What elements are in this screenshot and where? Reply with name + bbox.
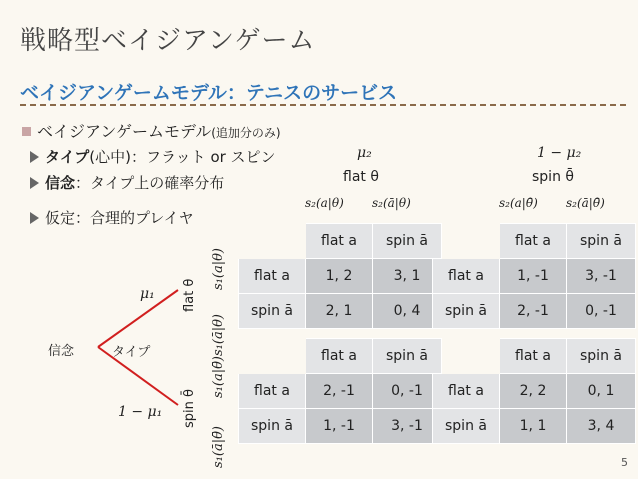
sub-item-text: 仮定：合理的プレイヤ (45, 209, 194, 227)
sub-item-term: 信念 (45, 174, 76, 192)
row-header: flat a (433, 259, 500, 294)
payoff-cell: 2, 1 (306, 294, 373, 329)
s2-a-theta-label: s₂(a|θ) (305, 196, 344, 210)
payoff-cell: 3, -1 (373, 409, 442, 444)
flat-theta-label: flat θ (343, 169, 379, 185)
payoff-cell: 3, 1 (373, 259, 442, 294)
payoff-cell: 0, -1 (373, 374, 442, 409)
payoff-cell: 1, -1 (306, 409, 373, 444)
row-header: spin ā (239, 409, 306, 444)
col-header: spin ā (567, 224, 636, 259)
row-header: flat a (433, 374, 500, 409)
row-header: flat a (239, 374, 306, 409)
type-label: タイプ (112, 345, 151, 360)
row-header: spin ā (433, 294, 500, 329)
sub-item-text: (心中)：フラット or スピン (89, 148, 276, 166)
col-header: flat a (500, 339, 567, 374)
sub-item-term: タイプ (45, 148, 90, 166)
slide-subtitle: ベイジアンゲームモデル：テニスのサービス (20, 82, 398, 104)
s1-a-theta-label: s₁(a|θ) (211, 248, 226, 290)
s1-a-thetabar-label: s₁(a|θ̄) (211, 356, 226, 398)
slide-title: 戦略型ベイジアンゲーム (20, 26, 316, 56)
table-corner (239, 339, 306, 374)
s2-a-thetabar-label: s₂(a|θ̄) (499, 196, 538, 210)
payoff-cell: 2, 2 (500, 374, 567, 409)
sub-item-text: ：タイプ上の確率分布 (75, 174, 225, 192)
payoff-cell: 3, -1 (567, 259, 636, 294)
table-corner (239, 224, 306, 259)
payoff-table-flat-spin (432, 223, 636, 329)
table-corner (433, 339, 500, 374)
payoff-cell: 1, 2 (306, 259, 373, 294)
row-flat-theta-label: flat θ (182, 278, 197, 312)
row-spin-theta-label: spin θ̄ (182, 389, 197, 428)
mu1-label: μ₁ (140, 286, 155, 302)
col-header: flat a (306, 224, 373, 259)
row-header: flat a (239, 259, 306, 294)
payoff-cell: 2, -1 (500, 294, 567, 329)
payoff-cell: 3, 4 (567, 409, 636, 444)
s2-abar-thetabar-label: s₂(ā|θ̄) (566, 196, 605, 210)
s2-abar-theta-label: s₂(ā|θ) (372, 196, 411, 210)
mu2-label: μ₂ (357, 145, 372, 161)
payoff-cell: 1, -1 (500, 259, 567, 294)
payoff-cell: 0, 1 (567, 374, 636, 409)
payoff-table-spin-flat (238, 338, 442, 444)
payoff-table-flat-flat (238, 223, 442, 329)
col-header: spin ā (373, 339, 442, 374)
page-number: 5 (621, 456, 628, 469)
payoff-cell: 2, -1 (306, 374, 373, 409)
s1-abar-thetabar-label: s₁(ā|θ̄) (211, 426, 226, 468)
row-header: spin ā (239, 294, 306, 329)
bullet-main-text: ベイジアンゲームモデル (37, 122, 212, 141)
one-minus-mu2-label: 1 − μ₂ (537, 145, 582, 161)
spin-theta-label: spin θ̄ (532, 169, 574, 185)
s1-abar-theta-label: s₁(ā|θ) (211, 314, 226, 356)
payoff-cell: 0, 4 (373, 294, 442, 329)
table-corner (433, 224, 500, 259)
belief-label: 信念 (48, 344, 75, 359)
col-header: flat a (500, 224, 567, 259)
payoff-table-spin-spin (432, 338, 636, 444)
col-header: flat a (306, 339, 373, 374)
tree-branch-upper (98, 290, 178, 347)
col-header: spin ā (373, 224, 442, 259)
row-header: spin ā (433, 409, 500, 444)
col-header: spin ā (567, 339, 636, 374)
bullet-main-note: (追加分のみ) (211, 126, 281, 140)
payoff-cell: 0, -1 (567, 294, 636, 329)
one-minus-mu1-label: 1 − μ₁ (118, 404, 163, 420)
payoff-cell: 1, 1 (500, 409, 567, 444)
